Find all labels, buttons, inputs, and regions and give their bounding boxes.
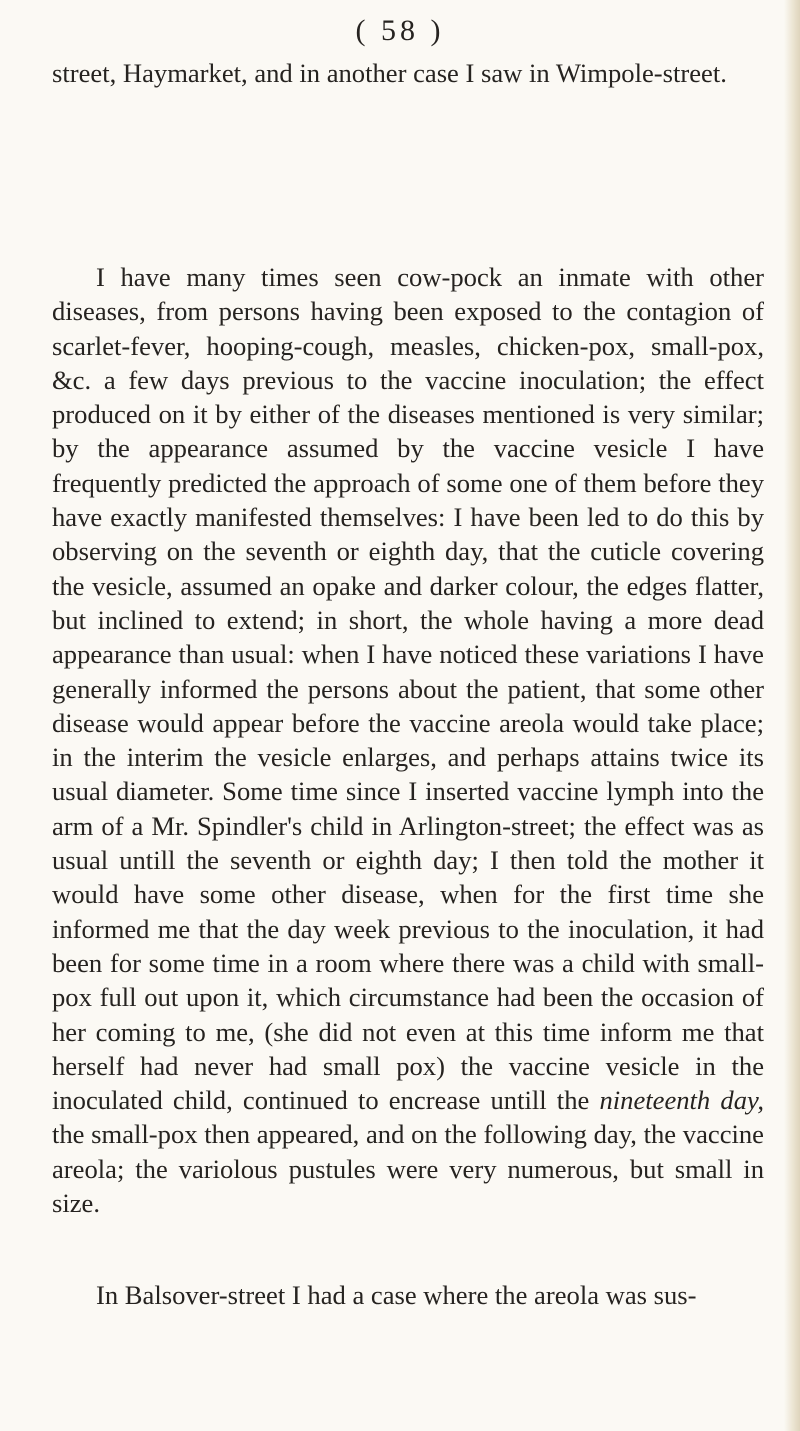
emphasized-text: nineteenth day, (599, 1085, 764, 1116)
paragraph-text-part: I have many times seen cow-pock an inmate with other diseases, from persons having been exposed to the contagion of scarlet-fever, hooping-cough, measles, chicken-pox, small-pox, &c. a few days previous to the vaccine inoculation; the effect produced on it by either of the diseases mentioned is very similar; by the appearance assumed by the vaccine vesicle I have frequently predicted the approach of some one of them before they have exactly manifested themselves: I have been led to do this by observing on the seventh or eighth day, that the cuticle covering the vesicle, assumed an opake and darker colour, the edges flatter, but inclined to extend; in short, the whole having a more dead appearance than usual: when I have noticed these variations I have generally informed the persons about the patient, that some other disease would appear before the vaccine areola would take place; in the interim the vesicle enlarges, and perhaps attains twice its usual diameter. Some time since I inserted vaccine lymph into the arm of a Mr. Spindler's child in Arlington-street; the effect was as usual untill the seventh or eighth day; I then told the mother it would have some other disease, when for the first time she informed me that the day week previous to the inoculation, it had been for some time in a room where there was a child with small-pox full out upon it, which circumstance had been the occasion of her coming to me, (she did not even at this time inform me that herself had never had small pox) the vaccine vesicle in the inoculated child, continued to encrease untill the (52, 262, 764, 1116)
paragraph-text: street, Haymarket, and in another case I saw in Wimpole-street. (52, 58, 727, 88)
paragraph-text (52, 260, 764, 1220)
paragraph-text: In Balsover-street I had a case where the areola was sus- (96, 1280, 697, 1310)
next-paragraph (52, 1278, 764, 1312)
continued-paragraph (52, 56, 764, 90)
page-number: ( 58 ) (355, 14, 445, 47)
paragraph-text-part: the small-pox then appeared, and on the following day, the vaccine areola; the variolous pustules were very numerous, but small in size. (52, 1119, 764, 1219)
body-paragraph (52, 260, 764, 1220)
page-edge-shadow (784, 0, 800, 1431)
